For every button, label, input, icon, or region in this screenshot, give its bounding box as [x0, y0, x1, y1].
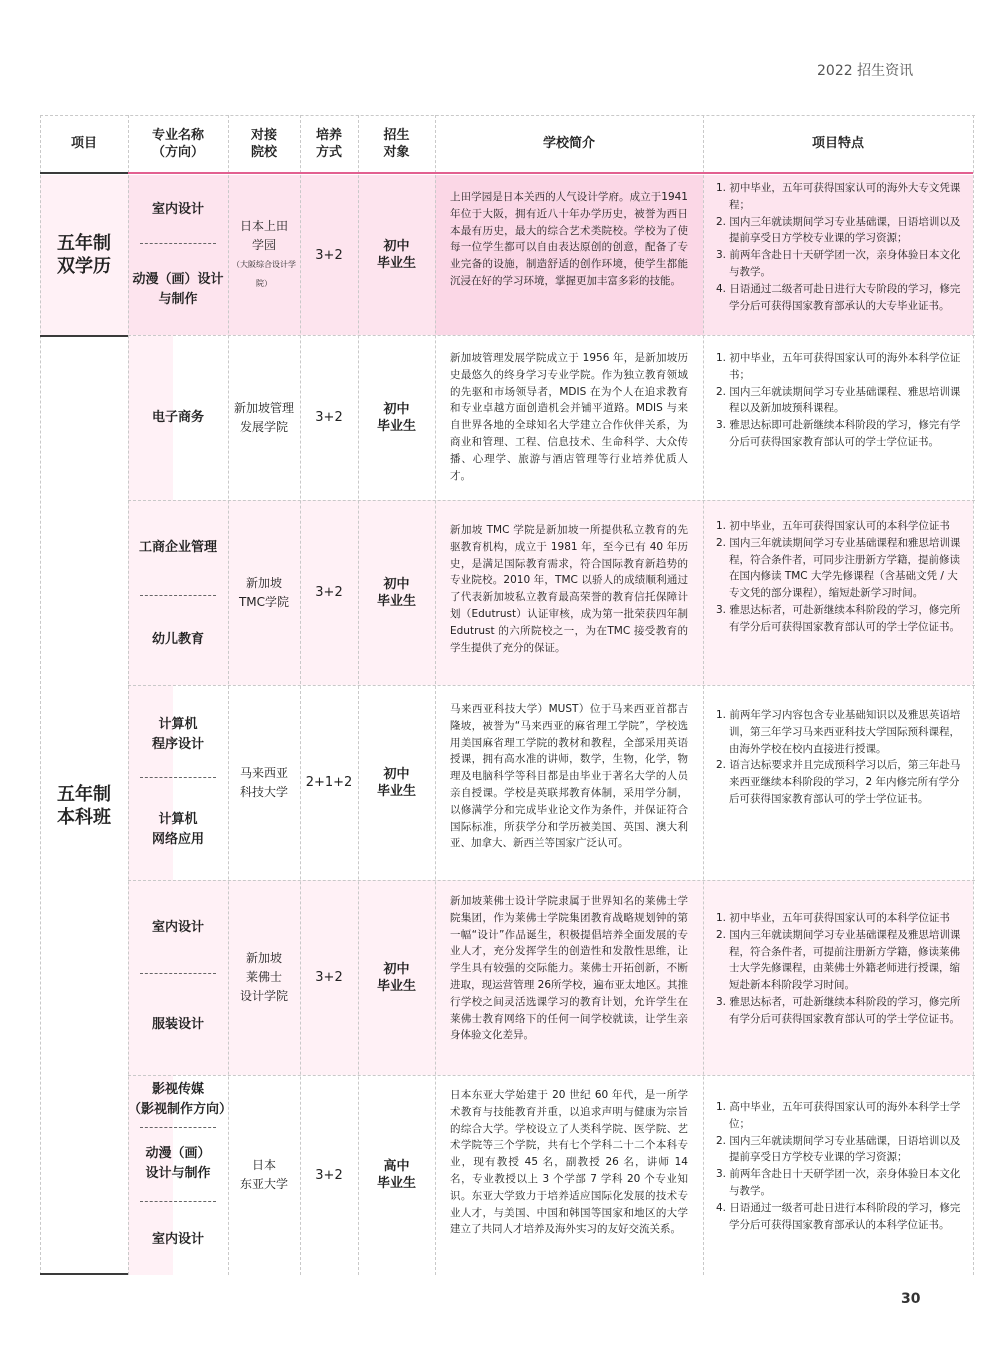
col-header-school: 对接 院校	[250, 127, 277, 160]
intro-text: 新加坡管理发展学院成立于 1956 年，是新加坡历史最悠久的终身学习专业学院。作为独立教育领域的先驱和市场领导者，MDIS 在为个人在追求教育和专业卓越方面创造机会并铺平道路。MDIS 与来自世界各地的全球知名大学建立合作伙伴关系，为商业和管理、工程、信息技术、生命科学、大众传播、心理学、旅游与酒店管理等行业培养优质人才。	[450, 352, 688, 482]
major-cell: 计算机 程序设计	[151, 717, 204, 752]
feature-item: 2. 国内三年就读期间学习专业基础课程及雅思培训课程，符合条件者，可提前注册新方学籍，修读莱佛士大学先修课程，由莱佛士外籍老师进行授课，缩短赴新本科阶段学习时间。	[716, 928, 961, 992]
group-label-dual-diploma: 五年制 双学历	[57, 233, 111, 277]
mode-cell: 3+2	[315, 247, 343, 263]
feature-item: 1. 初中毕业，五年可获得国家认可的本科学位证书	[716, 520, 950, 532]
major-cell: 动漫（画）设计 与制作	[132, 272, 224, 307]
feature-item: 2. 国内三年就读期间学习专业基础课，日语培训以及提前享受日方学校专业课的学习资源；	[716, 1134, 961, 1164]
col-header-mode: 培养 方式	[315, 127, 342, 160]
program-table	[40, 115, 975, 1275]
mode-cell: 3+2	[315, 585, 343, 600]
features-list	[716, 685, 964, 880]
target-cell: 初中 毕业生	[376, 766, 416, 799]
major-cell: 室内设计	[151, 1232, 204, 1247]
mode-cell: 3+2	[315, 410, 343, 425]
school-name: 马来西亚 科技大学	[239, 765, 288, 799]
target-cell: 初中 毕业生	[376, 961, 416, 994]
group-label-bachelor: 五年制 本科班	[57, 784, 111, 828]
school-name: 新加坡 莱佛士 设计学院	[239, 951, 288, 1003]
feature-item: 2. 国内三年就读期间学习专业基础课程、雅思培训课程以及新加坡预科课程。	[716, 385, 961, 415]
feature-item: 2. 国内三年就读期间学习专业基础课程和雅思培训课程，符合条件者，可同步注册新方学籍，提前修读在国内修读 TMC 大学先修课程（含基础文凭 / 大专文凭的部分课程），缩短赴新学习时间。	[716, 536, 961, 600]
school-note: （大阪综合设计学院）	[232, 260, 296, 288]
col-header-project: 项目	[70, 136, 97, 151]
major-cell: 室内设计	[151, 919, 204, 935]
features-list	[716, 1075, 964, 1275]
major-cell: 动漫（画） 设计与制作	[145, 1146, 211, 1181]
target-cell: 高中 毕业生	[376, 1159, 416, 1191]
feature-item: 3. 雅思达标者，可赴新继续本科阶段的学习，修完所有学分后可获得国家教育部认可的学士学位证书。	[716, 995, 961, 1025]
feature-item: 3. 雅思达标者，可赴新继续本科阶段的学习，修完所有学分后可获得国家教育部认可的学士学位证书。	[716, 603, 961, 633]
header-title: 2022 招生资讯	[817, 63, 914, 79]
features-list	[716, 175, 964, 335]
major-cell: 计算机 网络应用	[151, 812, 204, 847]
feature-item: 2. 国内三年就读期间学习专业基础课，日语培训以及提前享受日方学校专业课的学习资源；	[716, 215, 961, 245]
target-cell: 初中 毕业生	[376, 239, 416, 271]
feature-item: 1. 初中毕业，五年可获得国家认可的海外大专文凭课程；	[716, 182, 961, 211]
feature-item: 1. 初中毕业，五年可获得国家认可的本科学位证书	[716, 912, 950, 924]
mode-cell: 3+2	[315, 1167, 343, 1183]
feature-item: 2. 语言达标要求并且完成预科学习以后，第三年赴马来西亚继续本科阶段的学习，2 年内修完所有学分后可获得国家教育部认可的学士学位证书。	[716, 759, 961, 805]
feature-item: 3. 前两年含赴日十天研学团一次，亲身体验日本文化与教学。	[716, 249, 961, 278]
features-list	[716, 500, 964, 685]
school-name: 新加坡 TMC学院	[238, 575, 290, 609]
mode-cell: 3+2	[315, 970, 343, 985]
col-header-target: 招生 对象	[383, 127, 410, 160]
features-list	[716, 335, 964, 500]
feature-item: 1. 前两年学习内容包含专业基础知识以及雅思英语培训，第三年学习马来西亚科技大学国际预科课程，由海外学校在校内直接进行授课。	[716, 709, 961, 755]
col-header-major: 专业名称 （方向）	[151, 127, 204, 160]
major-cell: 工商企业管理	[138, 539, 217, 555]
intro-text: 新加坡 TMC 学院是新加坡一所提供私立教育的先驱教育机构，成立于 1981 年，至今已有 40 年历史，是满足国际教育需求，符合国际教育新趋势的专业院校。2010 年，TMC 以骄人的成绩顺利通过了代表新加坡私立教育最高荣誉的教育信托保障计划（Edutrust）认证审核，成为第一批荣获四年制 Edutrust 的六所院校之一，为在TMC 接受教育的学生提供了充分的保证。	[450, 524, 688, 654]
intro-text: 日本东亚大学始建于 20 世纪 60 年代，是一所学术教育与技能教育并重，以追求声明与健康为宗旨的综合大学。学校设立了人类科学院、医学院、艺术学院等三个学院，共有七个学科二十二个本科专业，现有教授 45 名，副教授 26 名，讲师 14 名，专业教授以上 3 个学部 7 学科 20 个专业知识。东亚大学致力于培养适应国际化发展的技术专业人才，与美国、中国和韩国等国家和地区的大学建立了共同人才培养及海外实习的友好交流关系。	[450, 1089, 688, 1236]
school-cell	[228, 175, 300, 335]
col-header-intro: 学校简介	[542, 136, 595, 151]
school-name: 日本 东亚大学	[239, 1158, 288, 1191]
school-name: 新加坡管理 发展学院	[233, 400, 294, 434]
target-cell: 初中 毕业生	[376, 576, 416, 609]
feature-item: 3. 雅思达标即可赴新继续本科阶段的学习，修完有学分后可获得国家教育部认可的学士学位证书。	[716, 419, 961, 448]
intro-text: 上田学园是日本关西的人气设计学府。成立于1941 年位于大阪，拥有近八十年办学历史，被誉为西日本最有历史，最大的综合艺术类院校。学校为了使每一位学生都可以自由表达原创的创意，配备了专业完备的设施，制造舒适的创作环境，使学生都能沉浸在好的学习环境，掌握更加丰富多彩的技能。	[450, 191, 688, 287]
col-header-features: 项目特点	[811, 136, 864, 151]
major-cell: 影视传媒 （影视制作方向）	[128, 1082, 233, 1117]
mode-cell: 2+1+2	[305, 775, 353, 790]
page-number: 30	[901, 1291, 921, 1307]
major-cell: 服装设计	[151, 1017, 204, 1032]
intro-text: 马来西亚科技大学）MUST）位于马来西亚首都吉隆坡，被誉为“马来西亚的麻省理工学院”，学校选用美国麻省理工学院的教材和教程，全部采用英语授课，拥有高水准的讲师，数学，生物，化学，物理及电脑科学等科目都是由毕业于著名大学的人员亲自授课。学校是英联邦教育体制，采用学分制，以修满学分和完成毕业论文作为条件，并保证符合国际标准，所获学分和学历被美国、英国、澳大利亚、加拿大、新西兰等国家广泛认可。	[450, 703, 688, 850]
features-list	[716, 880, 964, 1075]
major-cell: 室内设计	[151, 202, 204, 217]
major-cell: 幼儿教育	[151, 632, 204, 647]
feature-item: 1. 高中毕业，五年可获得国家认可的海外本科学士学位；	[716, 1101, 961, 1130]
major-cell: 电子商务	[151, 409, 204, 425]
target-cell: 初中 毕业生	[376, 401, 416, 434]
intro-text: 新加坡莱佛士设计学院隶属于世界知名的莱佛士学院集团，作为莱佛士学院集团教育战略规划钟的第一幅“设计”作品诞生，积极提倡培养全面发展的专业人才，充分发挥学生的创造性和发散性思维，让学生具有较强的交际能力。莱佛士开拓创新，不断进取，现运营管理 26所学校，遍布亚太地区。其推行学校之间灵活选课学习的教育计划，允许学生在莱佛士教育网络下的任何一间学校就读，让学生亲身体验文化差异。	[450, 895, 688, 1042]
feature-item: 4. 日语通过二级者可赴日进行大专阶段的学习，修完学分后可获得国家教育部承认的大专毕业证书。	[716, 282, 961, 312]
school-name: 日本上田 学园	[239, 219, 288, 252]
feature-item: 4. 日语通过一级者可赴日进行本科阶段的学习，修完学分后可获得国家教育部承认的本科学位证书。	[716, 1201, 961, 1231]
feature-item: 3. 前两年含赴日十天研学团一次，亲身体验日本文化与教学。	[716, 1168, 961, 1197]
feature-item: 1. 初中毕业，五年可获得国家认可的海外本科学位证书；	[716, 352, 961, 381]
